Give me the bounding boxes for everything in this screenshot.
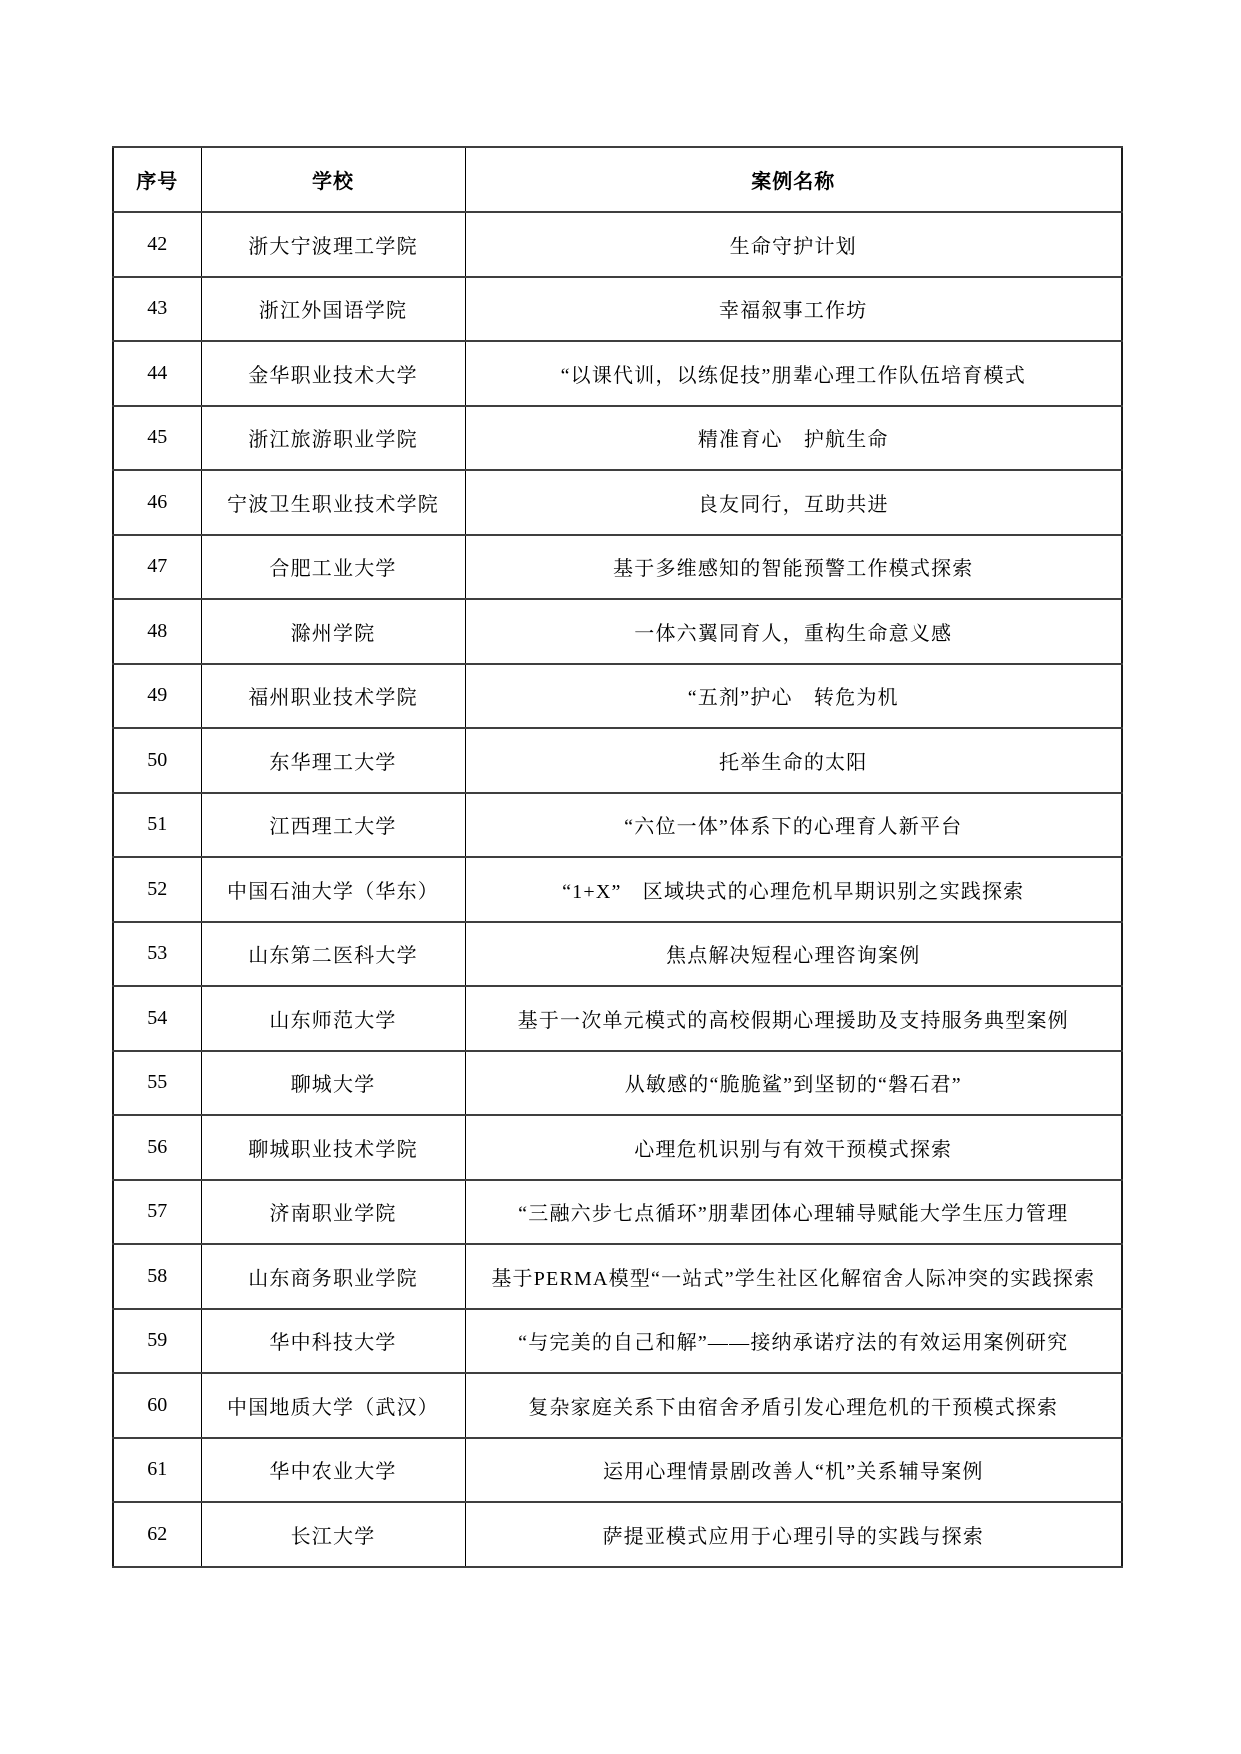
case-name-cell: 基于一次单元模式的高校假期心理援助及支持服务典型案例: [465, 986, 1122, 1051]
table-row: [113, 1244, 1122, 1309]
school-cell: 金华职业技术大学: [201, 341, 465, 406]
serial-cell: 61: [113, 1438, 201, 1503]
case-name-cell: “五剂”护心 转危为机: [465, 664, 1122, 729]
serial-cell: 50: [113, 728, 201, 793]
table-row: [113, 535, 1122, 600]
case-name-cell: 幸福叙事工作坊: [465, 277, 1122, 342]
case-name-cell: “与完美的自己和解”——接纳承诺疗法的有效运用案例研究: [465, 1309, 1122, 1374]
school-cell: 华中科技大学: [201, 1309, 465, 1374]
case-name-cell: “1+X” 区域块式的心理危机早期识别之实践探索: [465, 857, 1122, 922]
cases-table: [112, 146, 1123, 1568]
school-cell: 宁波卫生职业技术学院: [201, 470, 465, 535]
case-name-cell: 运用心理情景剧改善人“机”关系辅导案例: [465, 1438, 1122, 1503]
serial-cell: 62: [113, 1502, 201, 1567]
school-cell: 中国石油大学（华东）: [201, 857, 465, 922]
serial-cell: 46: [113, 470, 201, 535]
case-name-cell: 焦点解决短程心理咨询案例: [465, 922, 1122, 987]
column-header-school: 学校: [201, 147, 465, 212]
table-row: [113, 793, 1122, 858]
school-cell: 浙大宁波理工学院: [201, 212, 465, 277]
serial-cell: 56: [113, 1115, 201, 1180]
case-name-cell: 从敏感的“脆脆鲨”到坚韧的“磐石君”: [465, 1051, 1122, 1116]
case-name-cell: 生命守护计划: [465, 212, 1122, 277]
serial-cell: 54: [113, 986, 201, 1051]
case-name-cell: “以课代训，以练促技”朋辈心理工作队伍培育模式: [465, 341, 1122, 406]
school-cell: 华中农业大学: [201, 1438, 465, 1503]
school-cell: 中国地质大学（武汉）: [201, 1373, 465, 1438]
serial-cell: 43: [113, 277, 201, 342]
case-name-cell: “三融六步七点循环”朋辈团体心理辅导赋能大学生压力管理: [465, 1180, 1122, 1245]
table-row: [113, 1180, 1122, 1245]
table-body: [113, 212, 1122, 1567]
school-cell: 江西理工大学: [201, 793, 465, 858]
school-cell: 浙江旅游职业学院: [201, 406, 465, 471]
table-row: [113, 599, 1122, 664]
school-cell: 山东师范大学: [201, 986, 465, 1051]
column-header-serial: 序号: [113, 147, 201, 212]
serial-cell: 60: [113, 1373, 201, 1438]
case-name-cell: 精准育心 护航生命: [465, 406, 1122, 471]
case-name-cell: 基于PERMA模型“一站式”学生社区化解宿舍人际冲突的实践探索: [465, 1244, 1122, 1309]
serial-cell: 49: [113, 664, 201, 729]
serial-cell: 53: [113, 922, 201, 987]
table-row: [113, 341, 1122, 406]
serial-cell: 47: [113, 535, 201, 600]
table-row: [113, 1309, 1122, 1374]
table-row: [113, 277, 1122, 342]
school-cell: 长江大学: [201, 1502, 465, 1567]
table-row: [113, 728, 1122, 793]
table-row: [113, 857, 1122, 922]
table-row: [113, 1051, 1122, 1116]
table-row: [113, 1502, 1122, 1567]
school-cell: 合肥工业大学: [201, 535, 465, 600]
table-row: [113, 1115, 1122, 1180]
column-header-case-name: 案例名称: [465, 147, 1122, 212]
serial-cell: 58: [113, 1244, 201, 1309]
case-name-cell: 托举生命的太阳: [465, 728, 1122, 793]
serial-cell: 45: [113, 406, 201, 471]
serial-cell: 59: [113, 1309, 201, 1374]
header-row: [113, 147, 1122, 212]
school-cell: 滁州学院: [201, 599, 465, 664]
case-name-cell: 良友同行，互助共进: [465, 470, 1122, 535]
table-row: [113, 406, 1122, 471]
serial-cell: 48: [113, 599, 201, 664]
case-name-cell: “六位一体”体系下的心理育人新平台: [465, 793, 1122, 858]
table-row: [113, 986, 1122, 1051]
serial-cell: 52: [113, 857, 201, 922]
school-cell: 济南职业学院: [201, 1180, 465, 1245]
school-cell: 聊城大学: [201, 1051, 465, 1116]
table-row: [113, 922, 1122, 987]
school-cell: 东华理工大学: [201, 728, 465, 793]
table-row: [113, 1438, 1122, 1503]
school-cell: 浙江外国语学院: [201, 277, 465, 342]
case-name-cell: 心理危机识别与有效干预模式探索: [465, 1115, 1122, 1180]
serial-cell: 57: [113, 1180, 201, 1245]
school-cell: 山东第二医科大学: [201, 922, 465, 987]
table-row: [113, 470, 1122, 535]
serial-cell: 51: [113, 793, 201, 858]
case-name-cell: 萨提亚模式应用于心理引导的实践与探索: [465, 1502, 1122, 1567]
table-row: [113, 1373, 1122, 1438]
serial-cell: 44: [113, 341, 201, 406]
table-row: [113, 212, 1122, 277]
case-name-cell: 一体六翼同育人，重构生命意义感: [465, 599, 1122, 664]
case-name-cell: 基于多维感知的智能预警工作模式探索: [465, 535, 1122, 600]
school-cell: 聊城职业技术学院: [201, 1115, 465, 1180]
serial-cell: 42: [113, 212, 201, 277]
school-cell: 山东商务职业学院: [201, 1244, 465, 1309]
case-name-cell: 复杂家庭关系下由宿舍矛盾引发心理危机的干预模式探索: [465, 1373, 1122, 1438]
school-cell: 福州职业技术学院: [201, 664, 465, 729]
table-row: [113, 664, 1122, 729]
serial-cell: 55: [113, 1051, 201, 1116]
